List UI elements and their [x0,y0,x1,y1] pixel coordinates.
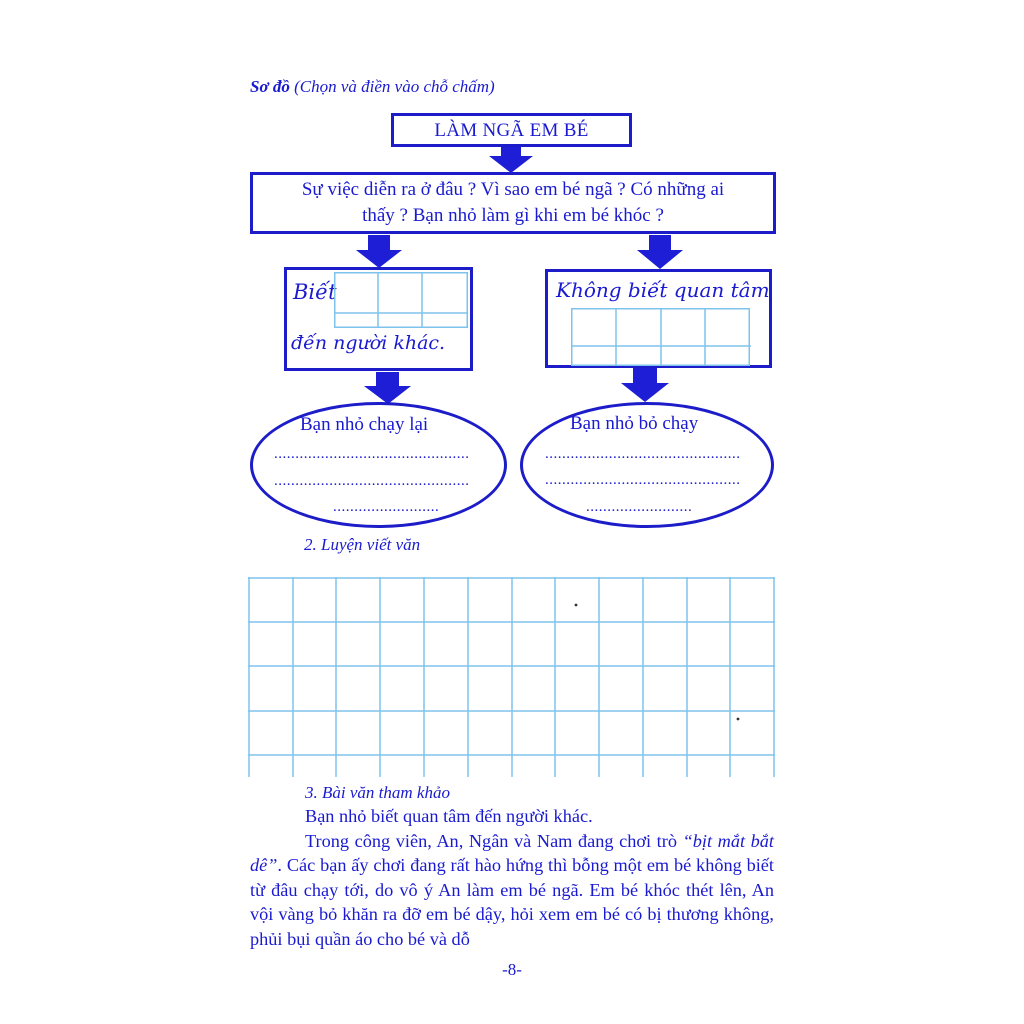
arrow-down-icon [364,372,411,404]
essay-paragraph [250,829,774,952]
left-branch-box [284,267,473,371]
right-branch-box [545,269,772,368]
left-ellipse-title: Bạn nhỏ chạy lại [300,414,429,435]
answer-dots: .............................................. [545,472,741,488]
essay-text-start: Trong công viên, An, Ngân và Nam đang chơi trò [305,830,683,851]
reference-essay [250,804,774,952]
answer-dots: ......................... [586,499,693,515]
essay-title: Bạn nhỏ biết quan tâm đến người khác. [305,806,593,826]
question-line-1: Sự việc diễn ra ở đâu ? Vì sao em bé ngã ? Có những ai [301,179,725,200]
left-writing-grid [334,272,469,329]
section-2-title: 2. Luyện viết văn [304,535,421,554]
question-line-2: thấy ? Bạn nhỏ làm gì khi em bé khóc ? [362,205,664,226]
left-box-word-biet: Biết [293,280,337,304]
writing-practice-grid [248,577,775,777]
essay-text-rest: . Các bạn ấy chơi đang rất hào hứng thì bỗng một em bé không biết từ đâu chạy tới, do vô ý An làm em bé ngã. Em bé khóc thét lên, An vội vàng bỏ khăn ra đỡ em bé dậy, hỏi xem em bé có bị thương không, phủi bụi quần áo cho bé và dỗ [250,855,774,949]
arrow-down-icon [489,147,533,173]
arrow-down-icon [637,235,683,269]
arrow-down-icon [356,235,402,268]
page-number: -8- [502,960,522,979]
question-box [250,172,776,234]
arrow-down-icon [621,368,669,402]
answer-dots: ......................... [333,499,440,515]
answer-dots: .............................................. [274,446,470,462]
diagram-heading-instruction: (Chọn và điền vào chỗ chấm) [294,77,495,96]
left-box-phrase: đến người khác. [291,332,446,354]
answer-dots: .............................................. [545,446,741,462]
diagram-heading-bold: Sơ đồ [250,77,290,96]
answer-dots: .............................................. [274,473,470,489]
section-3-title: 3. Bài văn tham khảo [305,783,450,802]
essay-game-name: “bịt mắt bắt dê” [250,830,774,876]
title-box: LÀM NGÃ EM BÉ [391,113,632,147]
right-ellipse-title: Bạn nhỏ bỏ chạy [570,413,699,434]
right-box-phrase: Không biết quan tâm [556,278,770,302]
right-writing-grid [571,308,751,366]
